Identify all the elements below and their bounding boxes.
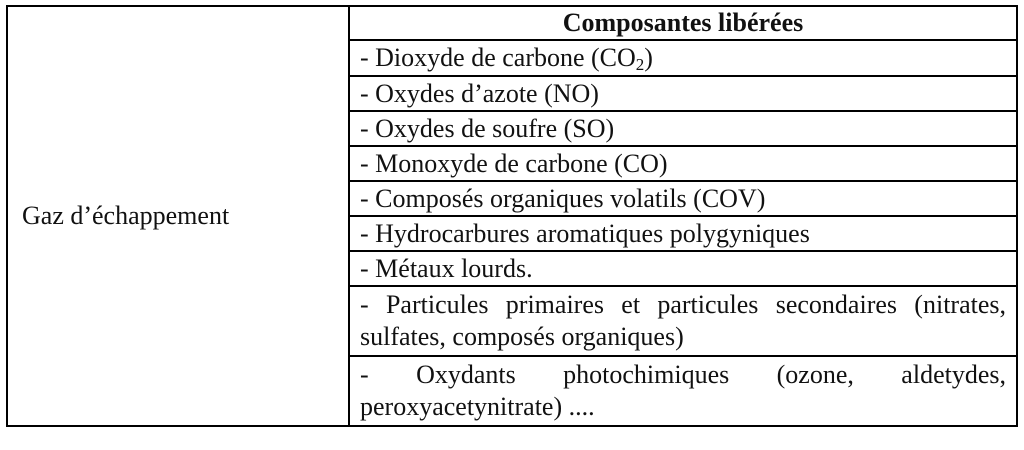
component-cell [349, 216, 1017, 251]
component-cell [349, 356, 1017, 426]
column-header: Composantes libérées [562, 8, 804, 37]
subscript-text: 2 [635, 55, 645, 74]
component-text: - Particules primaires et particules secondaires (nitrates, sulfates, composés organiques) [360, 290, 1006, 351]
component-text: - Métaux lourds. [360, 253, 533, 283]
component-cell [349, 76, 1017, 111]
component-text: - Oxydants photochimiques (ozone, aldetydes, peroxyacetynitrate) .... [360, 360, 1006, 421]
component-cell [349, 111, 1017, 146]
component-text: - Hydrocarbures aromatiques polygyniques [360, 218, 810, 248]
left-label: Gaz d’échappement [22, 201, 230, 230]
emissions-table [6, 5, 1018, 427]
component-text: - Dioxyde de carbone (CO [360, 43, 636, 72]
header-cell [349, 6, 1017, 40]
left-label-cell [7, 6, 349, 426]
table-row [7, 6, 1017, 40]
component-text: - Composés organiques volatils (COV) [360, 183, 766, 213]
component-cell [349, 181, 1017, 216]
component-cell [349, 251, 1017, 286]
component-text: - Monoxyde de carbone (CO) [360, 148, 668, 178]
component-cell [349, 286, 1017, 356]
component-text: - Oxydes d’azote (NO) [360, 78, 599, 108]
component-cell [349, 40, 1017, 76]
component-cell [349, 146, 1017, 181]
component-suffix: ) [644, 43, 653, 72]
component-text: - Oxydes de soufre (SO) [360, 113, 615, 143]
